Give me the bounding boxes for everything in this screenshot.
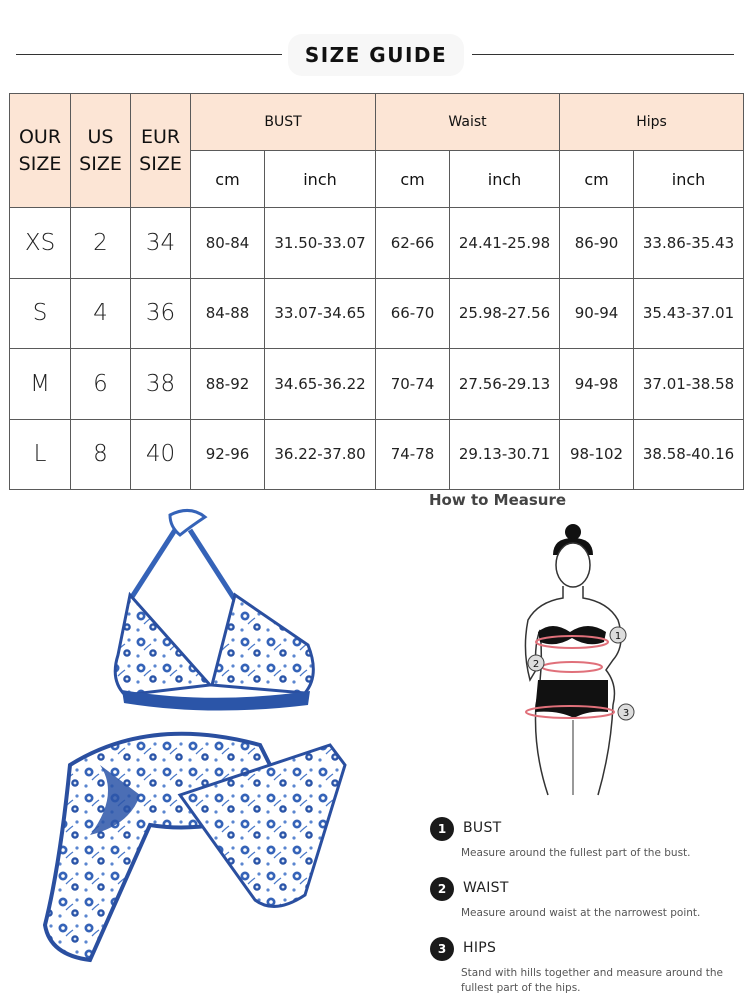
unit-hips-inch: inch: [634, 151, 744, 208]
cell-our-size: L: [10, 419, 71, 490]
unit-waist-inch: inch: [450, 151, 560, 208]
table-row: [10, 208, 744, 279]
number-badge: 2: [430, 877, 454, 901]
measure-description: Stand with hills together and measure around the fullest part of the hips.: [461, 967, 723, 994]
cell-hips-cm: 90-94: [560, 278, 634, 349]
title-pill: [288, 34, 464, 76]
svg-text:3: 3: [622, 708, 630, 719]
unit-bust-cm: cm: [191, 151, 265, 208]
cell-bust-inch: 31.50-33.07: [265, 208, 376, 279]
unit-waist-cm: cm: [376, 151, 450, 208]
size-table: [9, 93, 744, 490]
cell-bust-cm: 88-92: [191, 349, 265, 420]
bikini-set-image: [30, 505, 370, 975]
number-badge: 3: [430, 937, 454, 961]
cell-bust-cm: 92-96: [191, 419, 265, 490]
cell-bust-cm: 84-88: [191, 278, 265, 349]
cell-us-size: 6: [71, 349, 131, 420]
cell-waist-cm: 70-74: [376, 349, 450, 420]
bikini-cup-left: [115, 595, 210, 695]
halter-strap-left: [130, 530, 175, 600]
page-title: SIZE GUIDE: [304, 43, 448, 67]
header-divider-right: [472, 54, 734, 55]
table-row: [10, 278, 744, 349]
measure-description: Measure around waist at the narrowest point.: [461, 907, 701, 919]
cell-eur-size: 40: [131, 419, 191, 490]
cell-waist-cm: 66-70: [376, 278, 450, 349]
header-bust: BUST: [191, 94, 376, 151]
cell-us-size: 4: [71, 278, 131, 349]
cell-waist-inch: 27.56-29.13: [450, 349, 560, 420]
unit-bust-inch: inch: [265, 151, 376, 208]
cell-waist-cm: 62-66: [376, 208, 450, 279]
bikini-cup-right: [212, 595, 313, 693]
cell-hips-inch: 37.01-38.58: [634, 349, 744, 420]
cell-hips-cm: 86-90: [560, 208, 634, 279]
cell-eur-size: 38: [131, 349, 191, 420]
unit-hips-cm: cm: [560, 151, 634, 208]
cell-hips-inch: 33.86-35.43: [634, 208, 744, 279]
number-badge: 1: [430, 817, 454, 841]
cell-bust-inch: 34.65-36.22: [265, 349, 376, 420]
cell-waist-cm: 74-78: [376, 419, 450, 490]
table-row: [10, 349, 744, 420]
cell-waist-inch: 25.98-27.56: [450, 278, 560, 349]
measure-description: Measure around the fullest part of the bust.: [461, 847, 691, 859]
cell-hips-inch: 35.43-37.01: [634, 278, 744, 349]
table-header-row: [10, 94, 744, 151]
svg-text:1: 1: [614, 631, 622, 642]
cell-bust-inch: 33.07-34.65: [265, 278, 376, 349]
size-guide-header: [0, 30, 750, 80]
waist-marker: [528, 655, 544, 671]
cell-us-size: 8: [71, 419, 131, 490]
cell-hips-cm: 94-98: [560, 349, 634, 420]
measure-label: HIPS: [463, 940, 497, 956]
measure-label: WAIST: [463, 880, 509, 896]
cell-our-size: S: [10, 278, 71, 349]
table-row: [10, 419, 744, 490]
header-hips: Hips: [560, 94, 744, 151]
cell-bust-inch: 36.22-37.80: [265, 419, 376, 490]
measure-label: BUST: [463, 820, 502, 836]
cell-eur-size: 34: [131, 208, 191, 279]
header-our-size: OUR SIZE: [10, 94, 71, 208]
body-figure-icon: [508, 520, 658, 805]
svg-text:2: 2: [532, 659, 540, 670]
header-waist: Waist: [376, 94, 560, 151]
halter-strap-right: [190, 530, 235, 600]
header-us-size: US SIZE: [71, 94, 131, 208]
cell-hips-inch: 38.58-40.16: [634, 419, 744, 490]
how-to-measure-title: How to Measure: [429, 491, 567, 509]
cell-bust-cm: 80-84: [191, 208, 265, 279]
header-eur-size: EUR SIZE: [131, 94, 191, 208]
cell-our-size: XS: [10, 208, 71, 279]
cell-waist-inch: 29.13-30.71: [450, 419, 560, 490]
bust-marker: [610, 627, 626, 643]
cell-our-size: M: [10, 349, 71, 420]
cell-us-size: 2: [71, 208, 131, 279]
header-divider-left: [16, 54, 282, 55]
cell-eur-size: 36: [131, 278, 191, 349]
cell-hips-cm: 98-102: [560, 419, 634, 490]
cell-waist-inch: 24.41-25.98: [450, 208, 560, 279]
hips-marker: [618, 704, 634, 720]
